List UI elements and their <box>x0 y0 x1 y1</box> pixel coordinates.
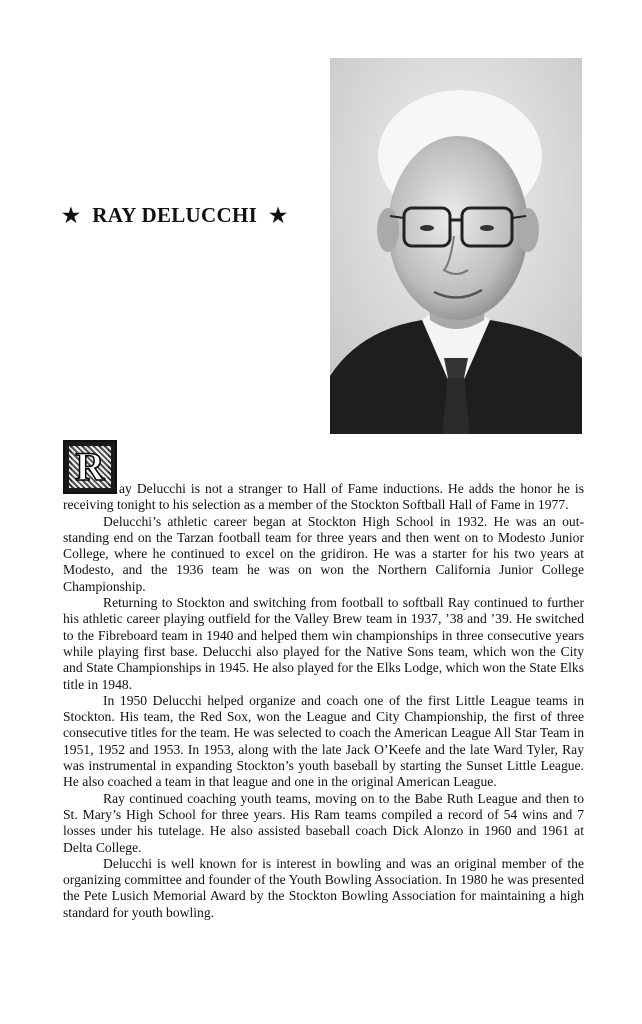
dropcap-letter: R <box>72 447 109 487</box>
page-title <box>62 203 287 228</box>
paragraph-2: Delucchi’s athletic career began at Stockton High School in 1932. He was an out-standing end on the Tarzan football team for three years and then went on to Modesto Junior College, where he continued to excel on the gridiron. He was a starter for his two years at Modesto, and the 1936 team he was on won the Northern California Junior College Championship. <box>63 513 584 594</box>
star-icon-left: ★ <box>62 205 81 227</box>
paragraph-3: Returning to Stockton and switching from football to softball Ray continued to further his athletic career playing outfield for the Valley Brew team in 1937, ’38 and ’39. He switched to the Fibreboard team in 1940 and helped them win championships in three consecutive years while playing first base. Delucchi also played for the Native Sons team, which won the City and State Championships in 1945. He also played for the Elks Lodge, which won the State Elks title in 1948. <box>63 595 584 692</box>
portrait-photo <box>330 58 582 434</box>
biography-text <box>63 481 584 921</box>
paragraph-5: Ray continued coaching youth teams, moving on to the Babe Ruth League and then to St. Mary’s High School for three years. His Ram teams compiled a record of 54 wins and 7 losses under his tutelage. He also assisted baseball coach Dick Alonzo in 1960 and 1961 at Delta College. <box>63 790 584 855</box>
star-icon-right: ★ <box>269 205 288 227</box>
inductee-name: RAY DELUCCHI <box>92 203 258 227</box>
paragraph-4: In 1950 Delucchi helped organize and coach one of the first Little League teams in Stockton. His team, the Red Sox, won the League and City Championship, the first of three consecutive titles for the team. He was selected to coach the American League All Star Team in 1951, 1952 and 1953. In 1953, along with the late Jack O’Keefe and the late Ward Tyler, Ray was instrumental in expanding Stockton’s youth baseball by starting the Sunset Little League. He also coached a team in that league and one in the original American League. <box>63 692 584 790</box>
paragraph-6: Delucchi is well known for is interest in bowling and was an original member of the organizing committee and founder of the Youth Bowling Association. In 1980 he was presented the Pete Lusich Memorial Award by the Stockton Bowling Association for maintaining a high standard for youth bowling. <box>63 855 584 920</box>
paragraph-1: ay Delucchi is not a stranger to Hall of Fame inductions. He adds the honor he is receiving tonight to his selection as a member of the Stockton Softball Hall of Fame in 1977. <box>63 481 584 513</box>
